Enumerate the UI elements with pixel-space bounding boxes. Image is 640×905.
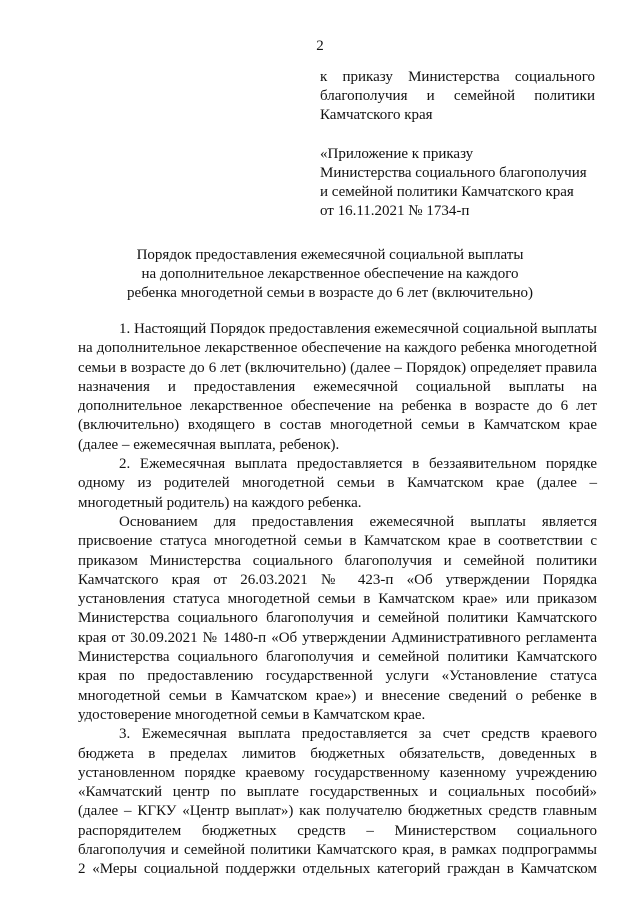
page-number: 2 xyxy=(316,38,324,54)
appendix-header xyxy=(320,145,595,221)
paragraph-line: края от 30.09.2021 № 1480-п «Об утверждении Административного регламента xyxy=(78,629,597,646)
paragraph-line: 2 «Меры социальной поддержки отдельных категорий граждан в Камчатском xyxy=(78,861,597,878)
paragraph-line: Камчатского края от 26.03.2021 № 423-п «Об утверждении Порядка xyxy=(78,571,597,588)
document-body xyxy=(78,320,597,880)
title-line: Порядок предоставления ежемесячной социальной выплаты xyxy=(136,247,524,263)
paragraph-line: распорядителем бюджетных средств – Министерством социального xyxy=(78,822,597,839)
appendix-header-line: «Приложение к приказу xyxy=(320,146,474,162)
order-header-line: благополучия и семейной политики xyxy=(320,88,595,104)
paragraph-line: (включительно) входящего в состав многодетной семьи в Камчатском крае xyxy=(78,417,597,434)
paragraph-line: многодетной семьи в Камчатском крае») и внесение сведений о ребенке в xyxy=(78,687,597,704)
paragraph-line: 1. Настоящий Порядок предоставления ежемесячной социальной выплаты xyxy=(119,321,597,337)
paragraph-line: Министерства социального благополучия и семейной политики Камчатского xyxy=(78,610,597,627)
paragraph-line: приказом Министерства социального благополучия и семейной политики xyxy=(78,552,597,569)
order-reference-header xyxy=(320,68,595,125)
paragraph-line: 3. Ежемесячная выплата предоставляется за счет средств краевого xyxy=(119,726,597,743)
paragraph-line: бюджета в пределах лимитов бюджетных обязательств, доведенных в xyxy=(78,745,597,762)
paragraph-line: «Камчатский центр по выплате государственных и социальных пособий» xyxy=(78,784,597,801)
paragraph-line: присвоение статуса многодетной семьи в Камчатском крае в соответствии с xyxy=(78,533,597,550)
paragraph-line: одному из родителей многодетной семьи в Камчатском крае (далее – xyxy=(78,475,597,492)
paragraph-line: назначения и предоставления ежемесячной социальной выплаты на xyxy=(78,378,597,395)
paragraph-line: (далее – КГКУ «Центр выплат») как получателю бюджетных средств главным xyxy=(78,803,597,820)
order-header-line: к приказу Министерства социального xyxy=(320,69,595,85)
paragraph-line: семьи в возрасте до 6 лет (включительно) (далее – Порядок) определяет правила xyxy=(78,359,597,376)
document-title xyxy=(60,246,600,303)
paragraph-line: (далее – ежемесячная выплата, ребенок). xyxy=(78,436,340,453)
appendix-header-line: Министерства социального благополучия xyxy=(320,165,587,181)
paragraph-line: установления статуса многодетной семьи в Камчатском крае» или приказом xyxy=(78,591,597,608)
paragraph-line: установленном порядке краевому государственному казенному учреждению xyxy=(78,764,597,781)
paragraph-line: Основанием для предоставления ежемесячной выплаты является xyxy=(119,513,597,530)
appendix-header-line: от 16.11.2021 № 1734-п xyxy=(320,203,470,219)
paragraph-line: дополнительное лекарственное обеспечение на ребенка в возрасте до 6 лет xyxy=(78,398,597,415)
appendix-header-line: и семейной политики Камчатского края xyxy=(320,184,574,200)
title-line: на дополнительное лекарственное обеспечение на каждого xyxy=(141,266,519,282)
paragraph-line: на дополнительное лекарственное обеспечение на каждого ребенка многодетной xyxy=(78,340,597,357)
paragraph-line: удостоверение многодетной семьи в Камчатском крае. xyxy=(78,706,426,723)
paragraph-line: многодетный родитель) на каждого ребенка. xyxy=(78,494,362,511)
order-header-line: Камчатского края xyxy=(320,107,433,123)
paragraph-line: Министерства социального благополучия и семейной политики Камчатского xyxy=(78,649,597,666)
paragraph-line: края по предоставлению государственной услуги «Установление статуса xyxy=(78,668,597,685)
paragraph-line: благополучия и семейной политики Камчатского края, в рамках подпрограммы xyxy=(78,842,597,859)
paragraph-line: 2. Ежемесячная выплата предоставляется в беззаявительном порядке xyxy=(119,456,597,473)
title-line: ребенка многодетной семьи в возрасте до 6 лет (включительно) xyxy=(126,285,534,301)
